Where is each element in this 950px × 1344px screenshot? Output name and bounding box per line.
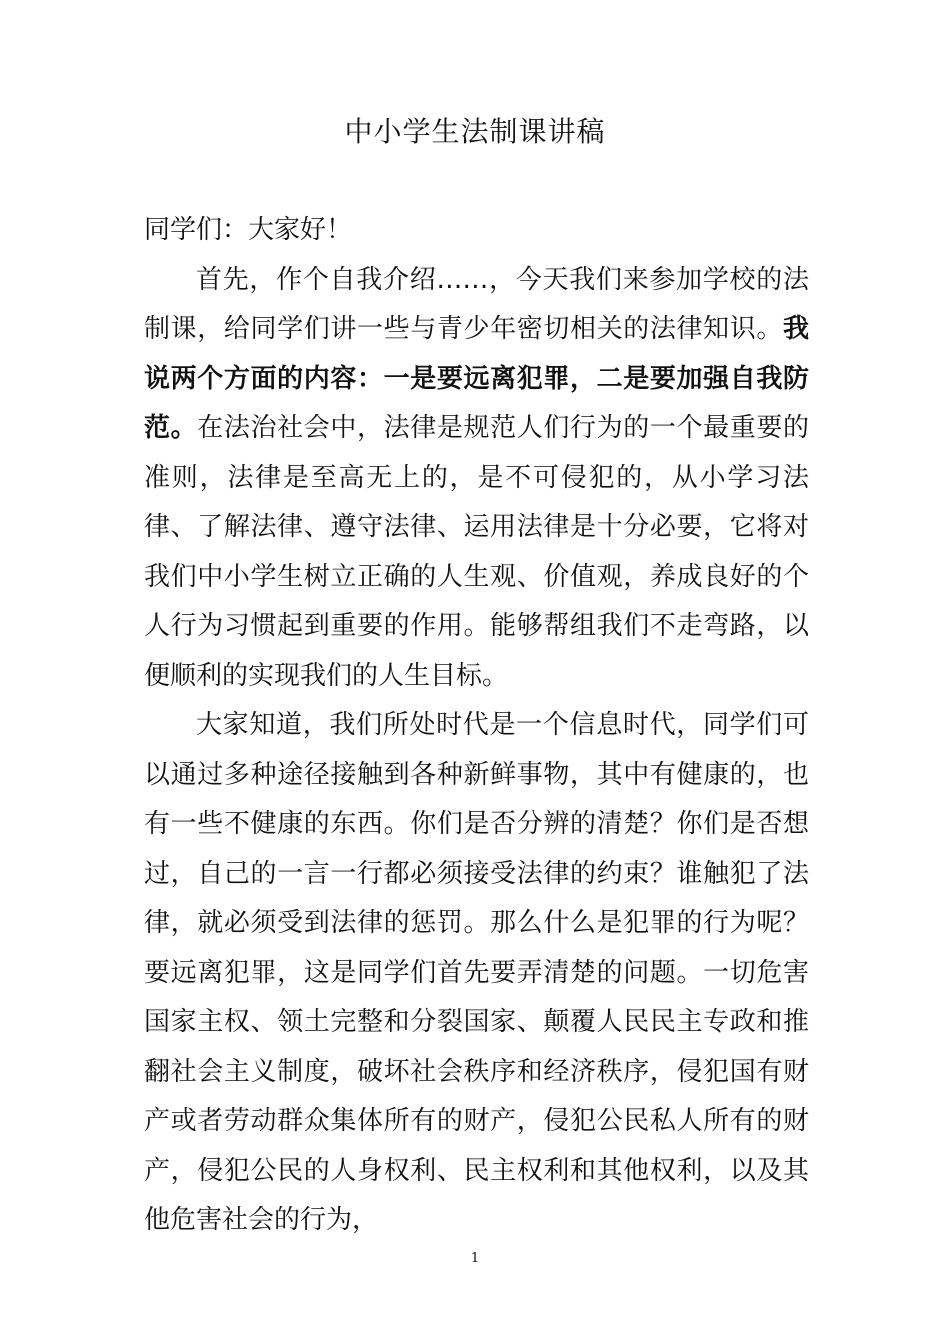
intro-text-continued: 在法治社会中，法律是规范人们行为的一个最重要的准则，法律是至高无上的，是不可侵犯的，从小学习法律、了解法律、遵守法律、运用法律是十分必要，它将对我们中小学生树立正确的人生观、价值观，养成良好的个人行为习惯起到重要的作用。能够帮组我们不走弯路，以便顺利的实现我们的人生目标。 [144, 413, 809, 691]
paragraph-crime: 大家知道，我们所处时代是一个信息时代，同学们可以通过多种途径接触到各种新鲜事物，其中有健康的，也有一些不健康的东西。你们是否分辨的清楚？你们是否想过，自己的一言一行都必须接受法律的约束？谁触犯了法律，就必须受到法律的惩罚。那么什么是犯罪的行为呢？要远离犯罪，这是同学们首先要弄清楚的问题。一切危害国家主权、领土完整和分裂国家、颠覆人民民主专政和推翻社会主义制度，破坏社会秩序和经济秩序，侵犯国有财产或者劳动群众集体所有的财产，侵犯公民私人所有的财产，侵犯公民的人身权利、民主权利和其他权利，以及其他危害社会的行为， [144, 710, 809, 1235]
intro-bold-text: 我说两个方面的内容：一是要远离犯罪，二是要加强自我防范。 [144, 314, 809, 443]
document-title: 中小学生法制课讲稿 [344, 115, 606, 148]
document-body [144, 206, 809, 1246]
intro-text: 首先，作个自我介绍……，今天我们来参加学校的法制课，给同学们讲一些与青少年密切相关的法律知识。 [144, 264, 809, 344]
page-number: 1 [470, 1251, 480, 1266]
greeting-line: 同学们：大家好！ [144, 215, 353, 245]
paragraph-intro [144, 256, 809, 702]
